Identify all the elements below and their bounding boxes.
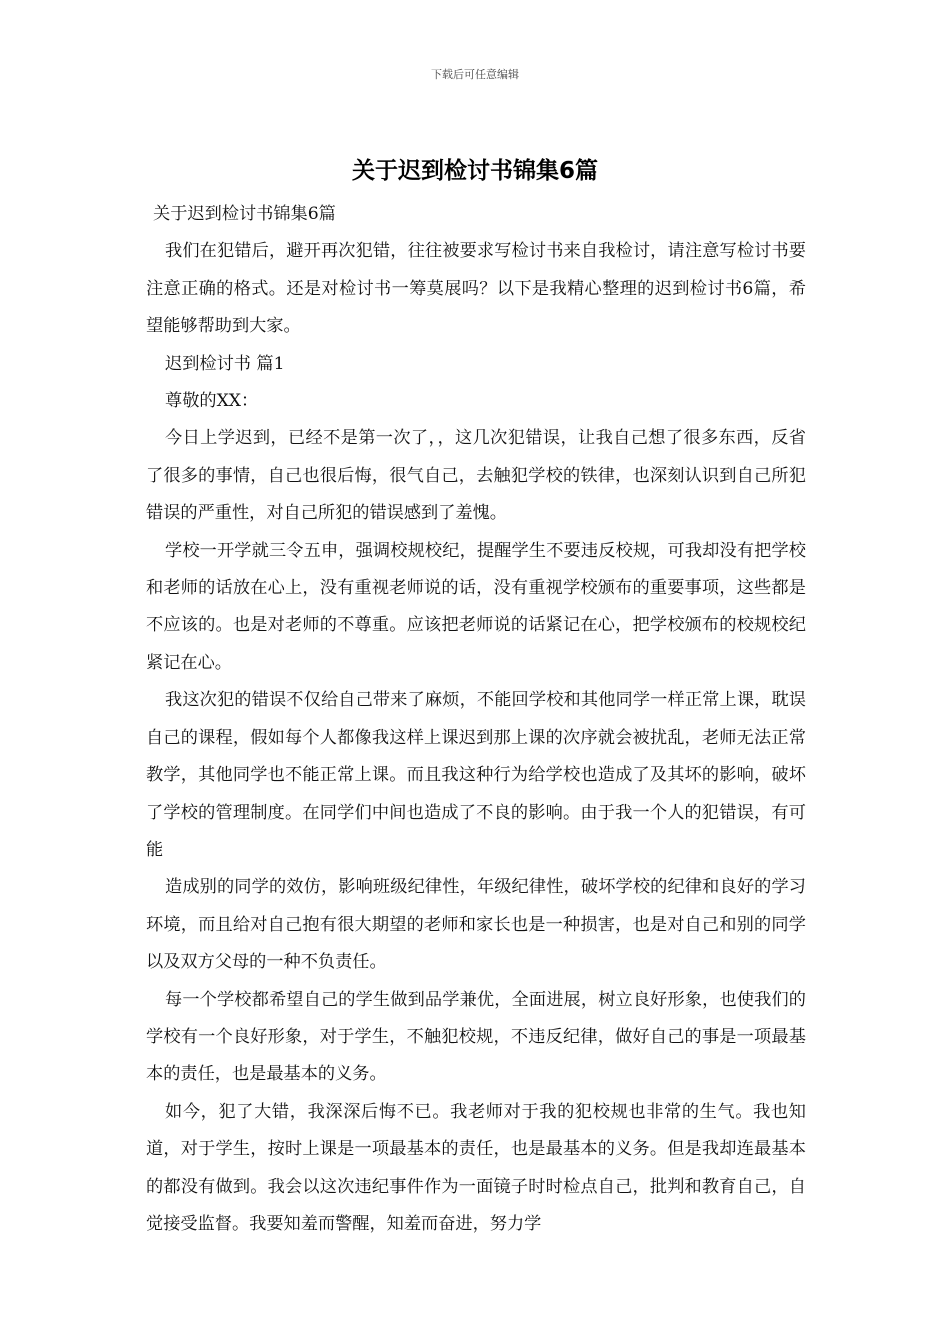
paragraph: 学校一开学就三令五申，强调校规校纪，提醒学生不要违反校规，可我却没有把学校和老师的话放在心上，没有重视老师说的话，没有重视学校颁布的重要事项，这些都是不应该的。也是对老师的不尊重。应该把老师说的话紧记在心，把学校颁布的校规校纪紧记在心。 [146, 540, 806, 673]
header-note: 下载后可任意编辑 [431, 68, 519, 81]
paragraph: 今日上学迟到，已经不是第一次了，，这几次犯错误，让我自己想了很多东西，反省了很多的事情，自己也很后悔，很气自己，去触犯学校的铁律，也深刻认识到自己所犯错误的严重性，对自己所犯的错误感到了羞愧。 [146, 428, 806, 524]
document-title: 关于迟到检讨书锦集6篇 [351, 158, 598, 184]
salutation: 尊敬的XX： [165, 391, 259, 412]
section-heading: 迟到检讨书 篇1 [165, 353, 285, 374]
document-body [146, 196, 806, 1243]
paragraph: 我这次犯的错误不仅给自己带来了麻烦，不能回学校和其他同学一样正常上课，耽误自己的课程，假如每个人都像我这样上课迟到那上课的次序就会被扰乱，老师无法正常教学，其他同学也不能正常上课。而且我这种行为给学校也造成了及其坏的影响，破坏了学校的管理制度。在同学们中间也造成了不良的影响。由于我一个人的犯错误，有可能 [146, 690, 806, 860]
paragraph: 造成别的同学的效仿，影响班级纪律性，年级纪律性，破坏学校的纪律和良好的学习环境，而且给对自己抱有很大期望的老师和家长也是一种损害，也是对自己和别的同学以及双方父母的一种不负责任。 [146, 877, 806, 973]
document-subtitle: 关于迟到检讨书锦集6篇 [153, 204, 336, 224]
paragraph: 每一个学校都希望自己的学生做到品学兼优，全面进展，树立良好形象，也使我们的学校有一个良好形象，对于学生，不触犯校规，不违反纪律，做好自己的事是一项最基本的责任，也是最基本的义务。 [146, 989, 806, 1085]
paragraph-intro: 我们在犯错后，避开再次犯错，往往被要求写检讨书来自我检讨，请注意写检讨书要注意正确的格式。还是对检讨书一筹莫展吗？以下是我精心整理的迟到检讨书6篇，希望能够帮助到大家。 [146, 241, 806, 337]
paragraph: 如今，犯了大错，我深深后悔不已。我老师对于我的犯校规也非常的生气。我也知道，对于学生，按时上课是一项最基本的责任，也是最基本的义务。但是我却连最基本的都没有做到。我会以这次违纪事件作为一面镜子时时检点自己，批判和教育自己，自觉接受监督。我要知羞而警醒，知羞而奋进，努力学 [146, 1101, 806, 1234]
